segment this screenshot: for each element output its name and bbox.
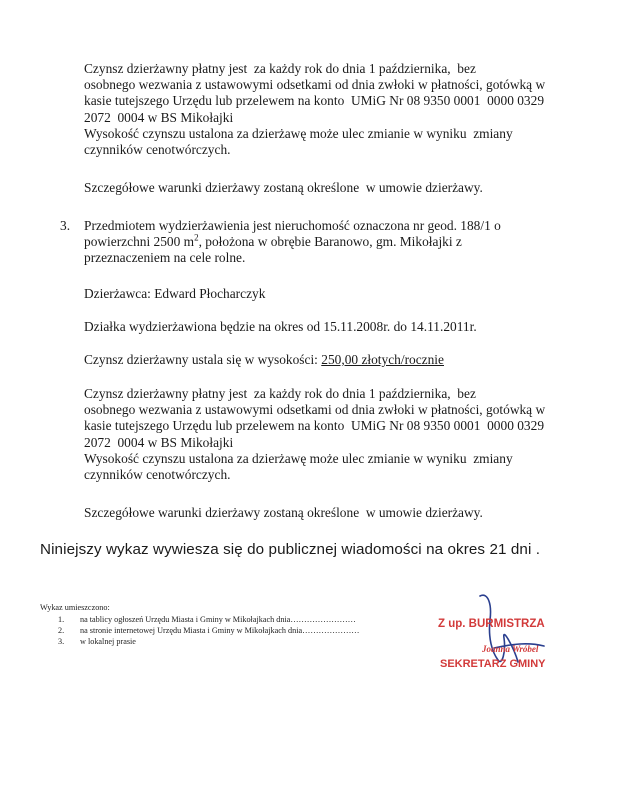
property-line-3: przeznaczeniem na cele rolne.	[84, 250, 246, 266]
rent-change-line-1: Wysokość czynszu ustalona za dzierżawę może ulec zmianie w wyniku zmiany	[84, 450, 513, 466]
stamp-line-3: SEKRETARZ GMINY	[440, 658, 546, 670]
stamp-line-1: Z up. BURMISTRZA	[438, 618, 545, 630]
area-superscript: 2	[194, 232, 199, 243]
rent-amount-row	[84, 352, 604, 368]
payment-line-4: 2072 0004 w BS Mikołajki	[84, 109, 234, 125]
tenant-line	[84, 286, 604, 302]
rent-amount-line	[84, 352, 604, 368]
payment-line-1: Czynsz dzierżawny płatny jest za każdy rok do dnia 1 października, bez	[84, 386, 476, 401]
lease-period-text: Działka wydzierżawiona będzie na okres od 15.11.2008r. do 14.11.2011r.	[84, 319, 477, 334]
rent-change-line-2: czynników cenotwórczych.	[84, 142, 231, 158]
lease-details-paragraph	[84, 180, 604, 196]
footer-item-text: na tablicy ogłoszeń Urzędu Miasta i Gminy w Mikołajkach dnia……………………	[80, 615, 356, 624]
payment-line-3: kasie tutejszego Urzędu lub przelewem na konto UMiG Nr 08 9350 0001 0000 0329	[84, 93, 545, 109]
lease-period-line	[84, 319, 604, 335]
payment-line-2: osobnego wezwania z ustawowymi odsetkami od dnia zwłoki w płatności, gotówką w	[84, 402, 546, 418]
area-text: powierzchni 2500 m	[84, 234, 195, 250]
rent-value: 250,00 złotych/rocznie	[321, 352, 444, 367]
footer-item-text: na stronie internetowej Urzędu Miasta i Gminy w Mikołajkach dnia…………………	[80, 626, 360, 635]
tenant-text: Dzierżawca: Edward Płocharczyk	[84, 286, 266, 301]
payment-line-4: 2072 0004 w BS Mikołajki	[84, 434, 234, 450]
lease-details-text: Szczegółowe warunki dzierżawy zostaną określone w umowie dzierżawy.	[84, 505, 483, 520]
official-stamp	[432, 590, 602, 680]
location-text: , położona w obrębie Baranowo, gm. Mikołajki z	[198, 234, 462, 250]
payment-line-3: kasie tutejszego Urzędu lub przelewem na konto UMiG Nr 08 9350 0001 0000 0329	[84, 418, 545, 434]
footer-heading: Wykaz umieszczono:	[40, 603, 110, 612]
footer-item-num: 2.	[58, 626, 65, 635]
footer-item-text: w lokalnej prasie	[80, 637, 136, 646]
public-notice: Niniejszy wykaz wywiesza się do publicznej wiadomości na okres 21 dni .	[40, 541, 541, 558]
stamp-line-2: Joanna Wróbel	[482, 644, 539, 654]
property-line-1: Przedmiotem wydzierżawienia jest nieruchomość oznaczona nr geod. 188/1 o	[84, 218, 501, 233]
payment-line-2: osobnego wezwania z ustawowymi odsetkami od dnia zwłoki w płatności, gotówką w	[84, 77, 546, 93]
lease-details-text: Szczegółowe warunki dzierżawy zostaną określone w umowie dzierżawy.	[84, 180, 483, 195]
property-description	[84, 218, 604, 267]
item-number: 3.	[60, 218, 71, 233]
payment-terms-block	[84, 61, 604, 158]
property-line-2	[84, 234, 604, 250]
rent-change-line-2: czynników cenotwórczych.	[84, 467, 231, 483]
rent-change-line-1: Wysokość czynszu ustalona za dzierżawę może ulec zmianie w wyniku zmiany	[84, 125, 513, 141]
footer-item-num: 3.	[58, 637, 65, 646]
lease-details-paragraph-2	[84, 505, 604, 521]
payment-line-1: Czynsz dzierżawny płatny jest za każdy rok do dnia 1 października, bez	[84, 61, 476, 76]
payment-terms-block-2	[84, 386, 604, 483]
footer-item-num: 1.	[58, 615, 65, 624]
rent-label: Czynsz dzierżawny ustala się w wysokości:	[84, 352, 322, 367]
